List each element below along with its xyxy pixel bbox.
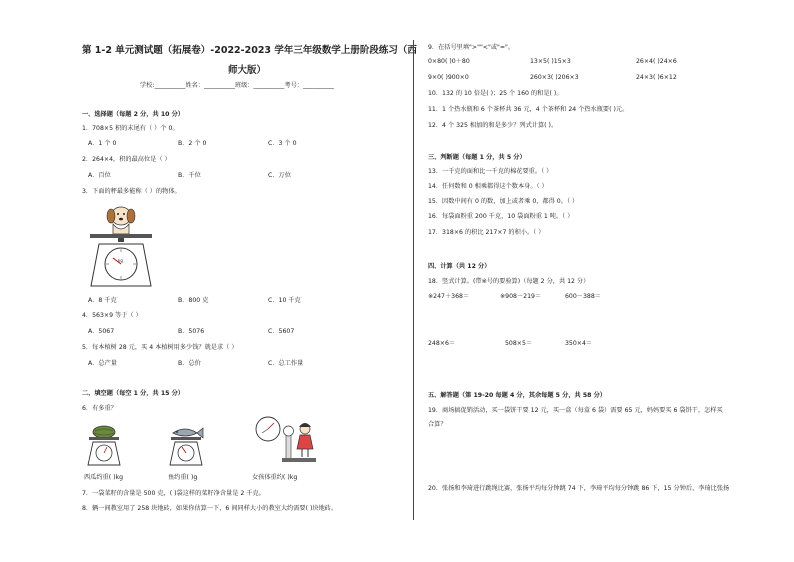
q2-option-b: B．千位 bbox=[178, 172, 201, 179]
question-6: 6．有多重？ bbox=[82, 405, 117, 412]
q9-row2-b: 260×3( )206×3 bbox=[530, 74, 579, 81]
question-9: 9．在括号里填">""<"或"="。 bbox=[428, 44, 515, 51]
question-10: 10．132 的 10 倍是( )；25 个 160 的和是( )。 bbox=[428, 90, 563, 97]
girl-on-scale-icon bbox=[250, 415, 322, 467]
section-calc-heading: 四、计算（共 12 分） bbox=[428, 263, 491, 270]
q1-option-c: C．3 个 0 bbox=[268, 140, 297, 147]
question-18: 18．竖式计算。(带※号的要验算)（每题 2 分，共 12 分） bbox=[428, 278, 590, 285]
student-info-line: 学校:__________姓名：__________班级：__________考号：__________ bbox=[140, 82, 334, 89]
q3-option-c: C．10 千克 bbox=[268, 297, 301, 304]
question-4: 4．563×9 等于（ ） bbox=[82, 312, 142, 319]
page-title-line2: 师大版） bbox=[228, 65, 267, 76]
question-17: 17．318×6 的积比 217×7 的积小。（ ） bbox=[428, 229, 545, 236]
q4-option-c: C．5607 bbox=[268, 328, 295, 335]
q6-watermelon-label: 西瓜约重( )kg bbox=[84, 474, 124, 481]
question-19-line1: 19．商场搞促销活动，买一袋饼干要 12 元，买一盒（每盒 6 袋）需要 65 元，妈妈要买 6 袋饼干，怎样买 bbox=[428, 407, 723, 414]
question-3: 3．下面的秤最多能称（ ）的物体。 bbox=[82, 188, 181, 195]
question-5: 5．每本植树 28 元，买 4 本植树用多少钱？就是求（ ） bbox=[82, 344, 238, 351]
question-20: 20．张扬和李琦进行跳绳比赛，张扬平均每分钟跳 74 下，李琦平均每分钟跳 86 下，15 分钟后，李琦比张扬 bbox=[428, 485, 730, 492]
calc-3: 600－388＝ bbox=[565, 293, 601, 300]
question-16: 16．每袋面粉重 200 千克，10 袋面粉重 1 吨。（ ） bbox=[428, 213, 574, 220]
q2-option-a: A．百位 bbox=[88, 172, 111, 179]
q6-girl-label: 女孩体重约( )kg bbox=[252, 474, 298, 481]
q3-option-a: A．8 千克 bbox=[88, 297, 117, 304]
q5-option-c: C．总工作量 bbox=[268, 360, 304, 367]
calc-5: 508×5＝ bbox=[505, 340, 533, 347]
q5-option-b: B．总价 bbox=[178, 360, 201, 367]
calc-2: ※908－219＝ bbox=[500, 293, 542, 300]
q1-option-a: A．1 个 0 bbox=[88, 140, 117, 147]
question-11: 11．1 个热水瓶和 6 个茶杯共 36 元，4 个茶杯和 24 个热水瓶要( )元。 bbox=[428, 106, 629, 113]
section-fill-heading: 二、填空题（每空 1 分，共 15 分） bbox=[82, 390, 184, 397]
calc-6: 350×4＝ bbox=[565, 340, 593, 347]
q9-row1-b: 13×5( )15×3 bbox=[530, 58, 571, 65]
calc-4: 248×6＝ bbox=[428, 340, 456, 347]
q5-option-a: A．总产量 bbox=[88, 360, 117, 367]
question-19-line2: 合算？ bbox=[428, 421, 447, 428]
question-13: 13．一千克的面和比一千克的棉花要重。（ ） bbox=[428, 168, 553, 175]
calc-1: ※247＋368＝ bbox=[428, 293, 470, 300]
fish-scale-icon bbox=[167, 425, 205, 467]
dog-on-scale-icon bbox=[85, 200, 157, 292]
svg-text:kg: kg bbox=[118, 258, 123, 263]
section-judge-heading: 三、判断题（每题 1 分，共 5 分） bbox=[428, 154, 526, 161]
question-7: 7．一袋菜籽的含量是 500 克，( )袋这样的菜籽净含量是 2 千克。 bbox=[82, 490, 265, 497]
question-12: 12．4 个 325 相加的和是多少？列式计算( )。 bbox=[428, 122, 558, 129]
q1-option-b: B．2 个 0 bbox=[178, 140, 207, 147]
question-8: 8．辆一间教室用了 258 块地砖，如果你估算一下，6 间同样大小的教室大约需要( )块地砖。 bbox=[82, 505, 338, 512]
q6-fish-label: 鱼约重( )g bbox=[168, 474, 198, 481]
q9-row1-a: 0×80( )0＋80 bbox=[428, 58, 470, 65]
q9-row1-c: 26×4( )24×6 bbox=[636, 58, 677, 65]
q2-option-c: C．万位 bbox=[268, 172, 291, 179]
q9-row2-c: 24×3( )6×12 bbox=[636, 74, 677, 81]
q4-option-a: A．5067 bbox=[88, 328, 115, 335]
q3-option-b: B．800 克 bbox=[178, 297, 209, 304]
section-solve-heading: 五、解答题（第 19-20 每题 4 分，其余每题 5 分，共 58 分） bbox=[428, 392, 606, 399]
watermelon-scale-icon bbox=[85, 425, 123, 467]
q9-row2-a: 9×0( )900×0 bbox=[428, 74, 469, 81]
column-divider bbox=[413, 40, 414, 520]
question-14: 14．任何数和 0 相乘都得这个数本身。（ ） bbox=[428, 183, 548, 190]
question-2: 2．264×4，积的最高位是（ ） bbox=[82, 156, 171, 163]
question-1: 1．708×5 积的末尾有（ ）个 0。 bbox=[82, 125, 179, 132]
page-title-line1: 第 1-2 单元测试题（拓展卷）-2022-2023 学年三年级数学上册阶段练习（西 bbox=[82, 45, 417, 56]
section-choice-heading: 一、选择题（每题 2 分，共 10 分） bbox=[82, 111, 184, 118]
q4-option-b: B．5076 bbox=[178, 328, 205, 335]
question-15: 15．因数中间有 0 的数，加上或者乘 0，都得 0。（ ） bbox=[428, 198, 579, 205]
